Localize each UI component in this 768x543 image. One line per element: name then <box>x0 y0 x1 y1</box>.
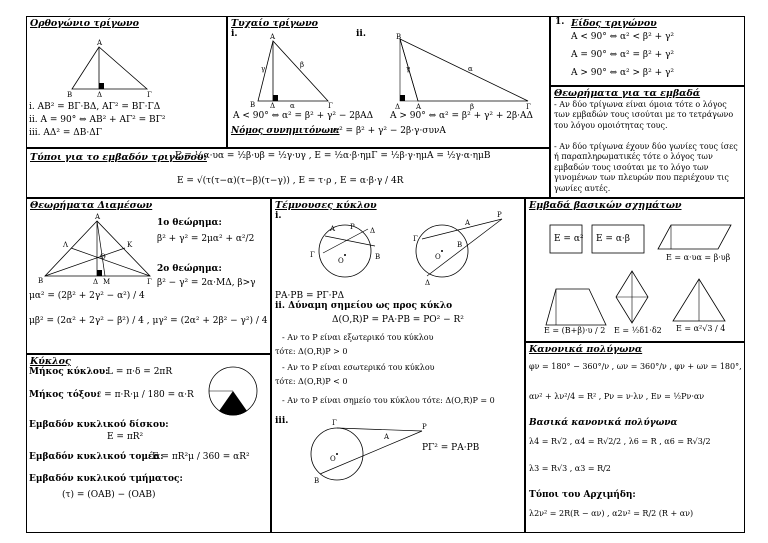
theorem-1-formula: β² + γ² = 2μα² + α²/2 <box>157 234 255 244</box>
area-theorems-section <box>550 86 745 198</box>
segment-area-label: Εμβαδόν κυκλικού τμήματος: <box>29 474 183 484</box>
label-G: Γ <box>147 278 152 286</box>
section-title: Κανονικά πολύγωνα <box>529 344 643 355</box>
basic-areas-section <box>525 198 745 342</box>
label-iii: iii. <box>275 416 289 426</box>
equilateral-formula: Ε = α²√3 / 4 <box>676 324 726 333</box>
disk-area-label: Εμβαδόν κυκλικού δίσκου: <box>29 420 169 430</box>
svg-text:Δ: Δ <box>270 102 276 110</box>
area-formulas-section <box>26 148 550 198</box>
parallelogram-diagram <box>656 221 736 256</box>
label-i: i. <box>275 211 282 221</box>
trapezoid-diagram <box>544 285 614 330</box>
theorem-text-2: - Αν δύο τρίγωνα έχουν δύο γωνίες τους ίσες ή παραπληρωματικές τότε ο λόγος των εμβαδών τους ισούται με το λόγο των γινομένων των πλευρών που περιέχουν τις γωνίες αυτές. <box>554 142 738 193</box>
svg-text:Ρ: Ρ <box>350 223 355 231</box>
archimedes-formula: λ2ν² = 2R(R − αν) , α2ν² = R/2 (R + αν) <box>529 509 694 518</box>
area-formula-line-1: Ε = ½α·υα = ½β·υβ = ½γ·υγ , Ε = ½α·β·ημΓ = ½β·γ·ημΑ = ½γ·α·ημΒ <box>175 151 491 161</box>
polygon-formula-1: φν = 180° − 360°/ν , ων = 360°/ν , φν + ων = 180°, <box>529 362 742 371</box>
case-exterior-result: τότε: Δ(Ο,R)Ρ > 0 <box>275 347 348 356</box>
svg-text:Β: Β <box>314 477 320 485</box>
section-title: Θεωρήματα Διαμέσων <box>30 200 153 211</box>
medians-diagram <box>35 211 155 291</box>
internal-secant-diagram <box>280 211 400 291</box>
svg-text:β: β <box>300 61 305 69</box>
secants-section <box>271 198 525 533</box>
section-title: Τύποι για το εμβαδόν τριγώνου: <box>30 152 207 163</box>
label-L: Λ <box>63 241 69 249</box>
label-B: Β <box>38 277 44 285</box>
svg-text:Γ: Γ <box>413 235 418 243</box>
label-D: Δ <box>93 278 99 286</box>
rectangle-formula: Ε = α·β <box>596 234 630 244</box>
area-formula-line-2: Ε = √(τ(τ−α)(τ−β)(τ−γ)) , Ε = τ·ρ , Ε = α·β·γ / 4R <box>177 176 404 186</box>
acute-triangle-diagram <box>238 31 358 110</box>
circumference-formula: L = π·δ = 2πR <box>107 367 173 377</box>
cosine-law-formula: α² = β² + γ² − 2β·γ·συνΑ <box>333 126 446 136</box>
label-D: Δ <box>97 91 103 99</box>
label-ii: ii. <box>356 29 366 39</box>
disk-area-formula: Ε = πR² <box>107 432 144 442</box>
theorem-2-formula: β² − γ² = 2α·ΜΔ, β>γ <box>157 278 256 288</box>
theorem-text-1: - Αν δύο τρίγωνα είναι όμοια τότε ο λόγος των εμβαδών τους ισούται με το τετράγωνο του λόγου ομοιότητας τους. <box>554 100 734 130</box>
svg-text:Β: Β <box>396 33 402 41</box>
label-G: Γ <box>147 91 152 99</box>
equilateral-diagram <box>671 277 731 327</box>
chord-formula: ΡΑ·ΡΒ = ΡΓ·ΡΔ <box>275 291 345 301</box>
polygon-formula-4: λ3 = R√3 , α3 = R/2 <box>529 464 611 473</box>
svg-text:Δ: Δ <box>425 279 431 287</box>
obtuse-formula: Α > 90° ⇔ α² = β² + γ² + 2β·ΑΔ <box>390 111 534 121</box>
cosine-law-label: Νόμος συνημιτόνων: <box>231 126 340 136</box>
acute-formula: Α < 90° ⇔ α² = β² + γ² − 2βΑΔ <box>233 111 374 121</box>
svg-text:γ: γ <box>261 65 266 73</box>
svg-text:Β: Β <box>250 101 256 109</box>
right-triangle-diagram <box>27 17 227 97</box>
svg-text:Δ: Δ <box>395 103 401 111</box>
regular-polygons-section <box>525 342 745 533</box>
sector-diagram <box>205 363 265 423</box>
svg-text:Β: Β <box>375 253 381 261</box>
polygon-formula-3: λ4 = R√2 , α4 = R√2/2 , λ6 = R , α6 = R√3/2 <box>529 437 711 446</box>
svg-text:Γ: Γ <box>526 103 531 111</box>
label-M: Μ <box>103 278 111 286</box>
label-i: i. <box>231 29 238 39</box>
type-formula-1: Α < 90° ⇔ α² < β² + γ² <box>571 32 674 42</box>
archimedes-title: Τύποι του Αρχιμήδη: <box>529 490 636 500</box>
type-formula-3: Α > 90° ⇔ α² > β² + γ² <box>571 68 674 78</box>
theorem-1-label: 1ο θεώρημα: <box>157 218 222 228</box>
median-formula-a: μα² = (2β² + 2γ² − α²) / 4 <box>29 291 145 301</box>
svg-text:Α: Α <box>384 433 390 441</box>
basic-polygons-title: Βασικά κανονικά πολύγωνα <box>529 418 678 428</box>
circumference-label: Μήκος κύκλου: <box>29 367 109 377</box>
section-title: Εμβαδά βασικών σχημάτων <box>529 200 682 211</box>
arc-length-label: Μήκος τόξου: <box>29 390 100 400</box>
svg-text:Δ: Δ <box>370 227 376 235</box>
svg-text:Α: Α <box>270 33 276 41</box>
svg-text:Α: Α <box>465 219 471 227</box>
circle-section <box>26 354 271 533</box>
svg-text:α: α <box>468 65 473 73</box>
formula-2: ii. Α = 90° ⇔ ΑΒ² + ΑΓ² = ΒΓ² <box>29 115 166 125</box>
svg-text:Ο: Ο <box>338 257 344 265</box>
label-B: Β <box>67 91 73 99</box>
medians-section <box>26 198 271 354</box>
svg-text:Ο: Ο <box>330 455 336 463</box>
section-title: Είδος τριγώνου <box>571 18 657 29</box>
rhombus-formula: Ε = ½δ1·δ2 <box>614 326 662 335</box>
svg-text:Α: Α <box>330 225 336 233</box>
parallelogram-formula: Ε = α·υα = β·υβ <box>666 253 731 262</box>
trapezoid-formula: Ε = (Β+β)·υ / 2 <box>544 326 606 335</box>
label-Th: Θ <box>100 253 106 261</box>
case-exterior: - Αν το Ρ είναι εξωτερικό του κύκλου <box>282 333 434 342</box>
svg-text:Ο: Ο <box>435 253 441 261</box>
svg-text:Γ: Γ <box>328 102 333 110</box>
svg-text:Β: Β <box>457 241 463 249</box>
point-power-formula: Δ(Ο,R)Ρ = ΡΑ·ΡΒ = ΡΟ² − R² <box>332 315 464 325</box>
section-title: Ορθογώνιο τρίγωνο <box>30 18 139 29</box>
right-triangle-section <box>26 16 227 148</box>
arc-length-formula: ℓ = π·R·μ / 180 = α·R <box>97 390 194 400</box>
obtuse-triangle-diagram <box>378 31 538 111</box>
any-triangle-section <box>227 16 550 148</box>
formula-1: i. ΑΒ² = ΒΓ·ΒΔ, ΑΓ² = ΒΓ·ΓΔ <box>29 102 161 112</box>
svg-text:Ρ: Ρ <box>422 423 427 431</box>
tangent-formula: ΡΓ² = ΡΑ·ΡΒ <box>422 443 480 453</box>
case-interior: - Αν το Ρ είναι εσωτερικό του κύκλου <box>282 363 435 372</box>
svg-text:Γ: Γ <box>332 419 337 427</box>
case-on-circle: - Αν το Ρ είναι σημείο του κύκλου τότε: Δ(Ο,R)Ρ = 0 <box>282 396 495 405</box>
case-interior-result: τότε: Δ(Ο,R)Ρ < 0 <box>275 377 348 386</box>
sector-area-formula: Ε = πR²μ / 360 = αR² <box>152 452 250 462</box>
external-secant-diagram <box>407 211 517 291</box>
tangent-diagram <box>292 419 432 494</box>
label-A: Α <box>97 39 103 47</box>
section-title: Θεωρήματα για τα εμβαδά <box>554 88 701 99</box>
formula-3: iii. ΑΔ² = ΔΒ·ΔΓ <box>29 128 102 138</box>
svg-text:α: α <box>290 102 295 110</box>
theorem-2-label: 2ο θεώρημα: <box>157 264 222 274</box>
item-number: 1. <box>555 17 565 27</box>
rhombus-diagram <box>614 269 654 329</box>
sector-area-label: Εμβαδόν κυκλικού τομέα: <box>29 452 164 462</box>
section-title: Κύκλος <box>30 356 71 367</box>
square-formula: Ε = α² <box>554 234 584 244</box>
svg-text:Ρ: Ρ <box>497 211 502 219</box>
median-formula-bc: μβ² = (2α² + 2γ² − β²) / 4 , μγ² = (2α² + 2β² − γ²) / 4 <box>29 316 268 326</box>
type-formula-2: Α = 90° ⇔ α² = β² + γ² <box>571 50 674 60</box>
label-K: Κ <box>127 241 133 249</box>
point-power-title: ii. Δύναμη σημείου ως προς κύκλο <box>275 301 453 311</box>
triangle-type-section <box>550 16 745 86</box>
svg-text:Α: Α <box>416 103 422 111</box>
svg-text:γ: γ <box>406 65 411 73</box>
section-title: Τυχαίο τρίγωνο <box>231 18 319 29</box>
svg-text:Γ: Γ <box>310 251 315 259</box>
section-title: Τέμνουσες κύκλου <box>275 200 377 211</box>
segment-area-formula: (τ) = (ΟΑΒ) − (ΟΑΒ) <box>62 490 156 500</box>
svg-text:β: β <box>470 103 475 111</box>
polygon-formula-2: αν² + λν²/4 = R² , Pν = ν·λν , Εν = ½Pν·αν <box>529 392 705 401</box>
label-A: Α <box>95 213 101 221</box>
